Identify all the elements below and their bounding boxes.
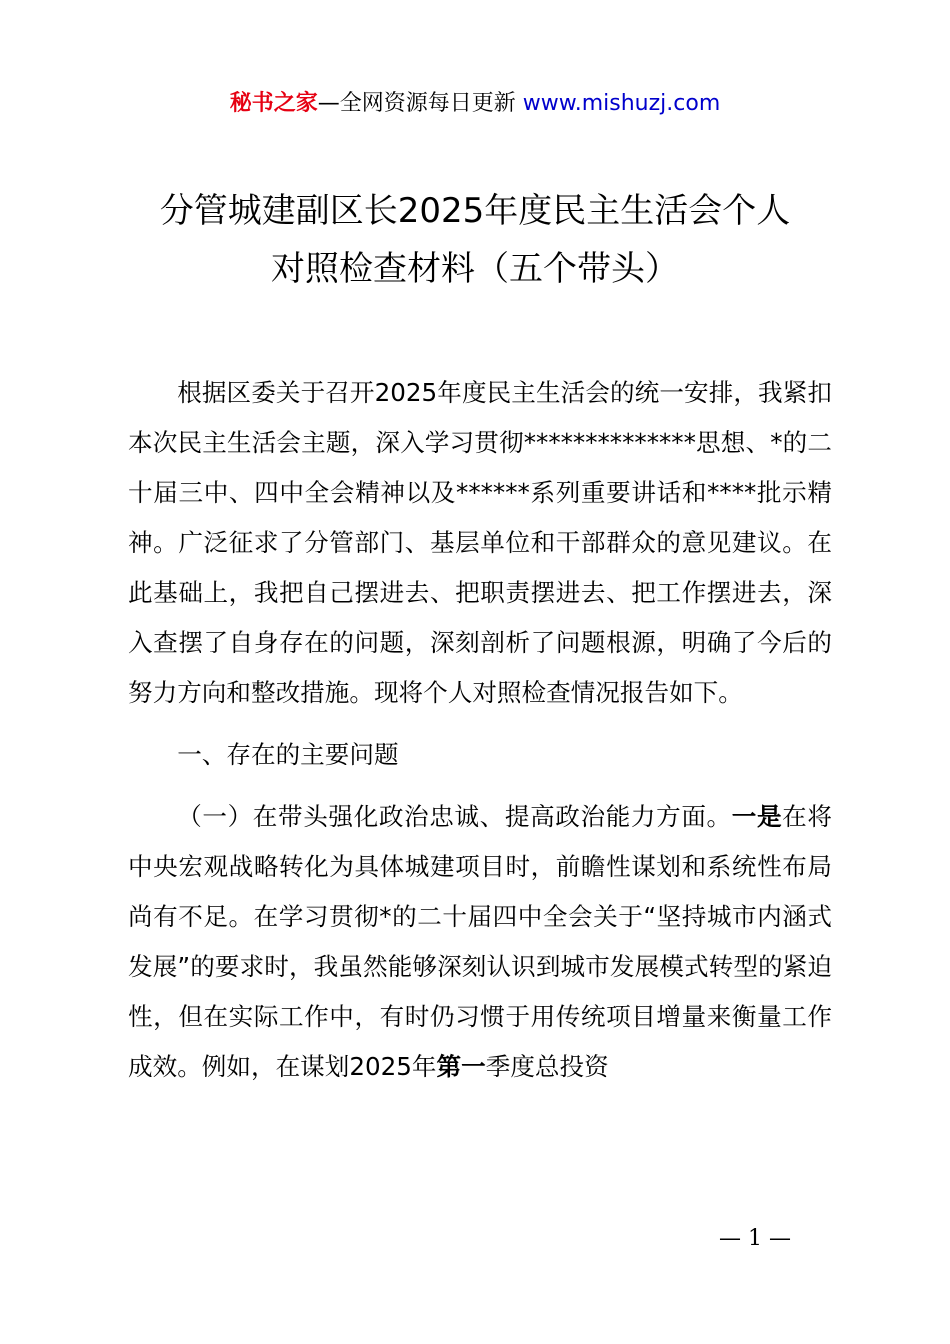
section-heading: 一、存在的主要问题 — [177, 740, 399, 769]
title-line-1: 分管城建副区长2025年度民主生活会个人 — [159, 191, 791, 231]
site-url-link[interactable]: www.mishuzj.com — [522, 91, 721, 116]
page-number: — 1 — — [719, 1226, 791, 1251]
site-header — [0, 86, 950, 122]
brand-name: 秘书之家 — [229, 91, 318, 116]
lead-phrase: 一是 — [731, 802, 783, 831]
header-tagline: —全网资源每日更新 — [317, 91, 516, 116]
document-title — [0, 182, 950, 298]
subsection-text-c: 季度总投资 — [485, 1052, 609, 1081]
bold-phrase: 第一 — [436, 1052, 486, 1081]
subsection-heading: （一）在带头强化政治忠诚、提高政治能力方面。 — [177, 802, 732, 831]
subsection-text-a: 在将中央宏观战略转化为具体城建项目时，前瞻性谋划和系统性布局尚有不足。在学习贯彻*的二十届四中全会关于“坚持城市内涵式发展”的要求时，我虽然能够深刻认识到城市发展模式转型的紧迫性，但在实际工作中，有时仍习惯于用传统项目增量来衡量工作成效。例如，在谋划2025年 — [128, 802, 832, 1081]
subsection-paragraph — [128, 792, 832, 1092]
title-line-2: 对照检查材料（五个带头） — [271, 249, 679, 289]
intro-paragraph: 根据区委关于召开2025年度民主生活会的统一安排，我紧扣本次民主生活会主题，深入学习贯彻**************思想、*的二十届三中、四中全会精神以及******系列重要讲话和****批示精神。广泛征求了分管部门、基层单位和干部群众的意见建议。在此基础上，我把自己摆进去、把职责摆进去、把工作摆进去，深入查摆了自身存在的问题，深刻剖析了问题根源，明确了今后的努力方向和整改措施。现将个人对照检查情况报告如下。 — [128, 378, 832, 707]
document-body — [128, 368, 832, 1092]
